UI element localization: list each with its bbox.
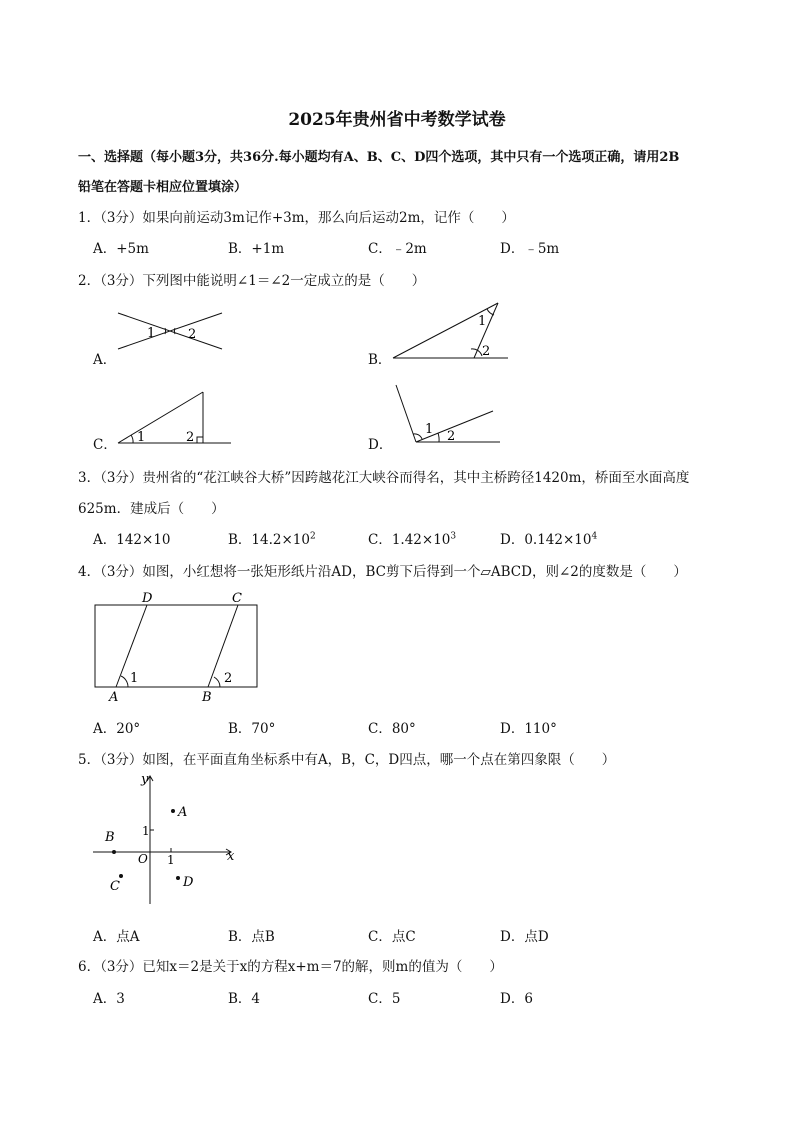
q2a-label-1: 1 <box>147 326 156 341</box>
q4-label-b: B <box>202 690 212 704</box>
q2b-label-1: 1 <box>478 314 487 329</box>
q2d-label-2: 2 <box>447 429 456 444</box>
q6-option-b[interactable]: B．4 <box>228 991 261 1007</box>
q3-option-d-exponent: 4 <box>591 531 598 542</box>
q5-option-b[interactable]: B．点B <box>228 929 275 945</box>
q4-option-b[interactable]: B．70° <box>228 721 276 737</box>
q5-label-b: B <box>105 830 115 845</box>
q3-option-c[interactable] <box>368 528 456 548</box>
q5-option-a[interactable]: A．点A <box>93 929 140 945</box>
q5-label-d: D <box>183 875 194 890</box>
question-3-stem-line1: 3．（3分）贵州省的“花江峡谷大桥”因跨越花江大峡谷而得名，其中主桥跨径1420m，桥面至水面高度 <box>78 470 690 486</box>
q3-option-d-text: D．0.142×10 <box>500 532 592 548</box>
q4-option-d[interactable]: D．110° <box>500 721 557 737</box>
q3-option-c-text: C．1.42×10 <box>368 532 451 548</box>
q3-option-b-text: B．14.2×10 <box>228 532 310 548</box>
q2c-label-2: 2 <box>186 430 195 445</box>
q5-y-axis-label: y <box>141 772 149 787</box>
q1-option-c[interactable]: C．﹣2m <box>368 241 427 257</box>
q3-option-a[interactable] <box>93 528 171 548</box>
q5-origin-label: O <box>138 852 148 866</box>
q4-option-a[interactable]: A．20° <box>93 721 141 737</box>
q4-figure <box>90 588 265 704</box>
q2-figure-a <box>110 305 230 355</box>
q5-option-d[interactable]: D．点D <box>500 929 549 945</box>
q4-label-c: C <box>232 591 242 606</box>
q5-option-c[interactable]: C．点C <box>368 929 416 945</box>
section-heading-line2: 铅笔在答题卡相应位置填涂） <box>78 180 248 195</box>
q3-option-a-text: A．142×10 <box>93 532 171 548</box>
q3-option-d[interactable] <box>500 528 597 548</box>
q5-label-c: C <box>110 879 120 894</box>
q5-label-a: A <box>178 805 188 820</box>
q2c-label-1: 1 <box>137 430 146 445</box>
q5-point-d <box>176 876 180 880</box>
q2-figure-b <box>390 298 515 362</box>
q5-x-tick-label: 1 <box>167 853 175 867</box>
q2-option-a[interactable]: A． <box>93 352 117 368</box>
q4-label-1: 1 <box>130 671 139 686</box>
q1-option-a[interactable]: A．+5m <box>93 241 149 257</box>
question-3-stem-line2: 625m．建成后（ ） <box>78 501 225 517</box>
q4-label-2: 2 <box>224 671 233 686</box>
q4-label-d: D <box>142 591 153 606</box>
q4-option-c[interactable]: C．80° <box>368 721 416 737</box>
q2d-label-1: 1 <box>425 422 434 437</box>
q3-option-b[interactable] <box>228 528 316 548</box>
question-4-stem: 4．（3分）如图，小红想将一张矩形纸片沿AD，BC剪下后得到一个▱ABCD，则∠2的度数是（ ） <box>78 564 687 580</box>
q2-figure-d <box>392 382 504 448</box>
q4-label-a: A <box>109 690 119 704</box>
q2-figure-c <box>115 388 235 448</box>
q5-coordinate-figure <box>90 768 240 908</box>
q2b-label-2: 2 <box>482 344 491 359</box>
q5-point-b <box>112 850 116 854</box>
q1-option-b[interactable]: B．+1m <box>228 241 285 257</box>
q2-option-b[interactable]: B． <box>368 352 392 368</box>
q3-option-c-exponent: 3 <box>450 531 457 542</box>
question-2-stem: 2．（3分）下列图中能说明∠1＝∠2一定成立的是（ ） <box>78 273 426 289</box>
q5-point-a <box>171 809 175 813</box>
q5-point-c <box>119 874 123 878</box>
question-1-stem: 1．（3分）如果向前运动3m记作+3m，那么向后运动2m，记作（ ） <box>78 210 515 226</box>
q6-option-a[interactable]: A．3 <box>93 991 125 1007</box>
question-6-stem: 6．（3分）已知x＝2是关于x的方程x+m＝7的解，则m的值为（ ） <box>78 959 503 975</box>
q2-option-c[interactable]: C． <box>93 437 117 453</box>
q3-option-b-exponent: 2 <box>309 531 316 542</box>
section-heading-line1: 一、选择题（每小题3分，共36分.每小题均有A、B、C、D四个选项，其中只有一个选项正确，请用2B <box>78 150 680 165</box>
q2-option-d[interactable]: D． <box>368 437 393 453</box>
q6-option-d[interactable]: D．6 <box>500 991 533 1007</box>
page-title: 2025年贵州省中考数学试卷 <box>288 110 506 130</box>
q6-option-c[interactable]: C．5 <box>368 991 401 1007</box>
question-5-stem: 5．（3分）如图，在平面直角坐标系中有A，B，C，D四点，哪一个点在第四象限（ ） <box>78 752 616 768</box>
q1-option-d[interactable]: D．﹣5m <box>500 241 560 257</box>
q5-y-tick-label: 1 <box>142 824 150 838</box>
q5-x-axis-label: x <box>227 849 235 864</box>
q2a-label-2: 2 <box>188 327 197 342</box>
